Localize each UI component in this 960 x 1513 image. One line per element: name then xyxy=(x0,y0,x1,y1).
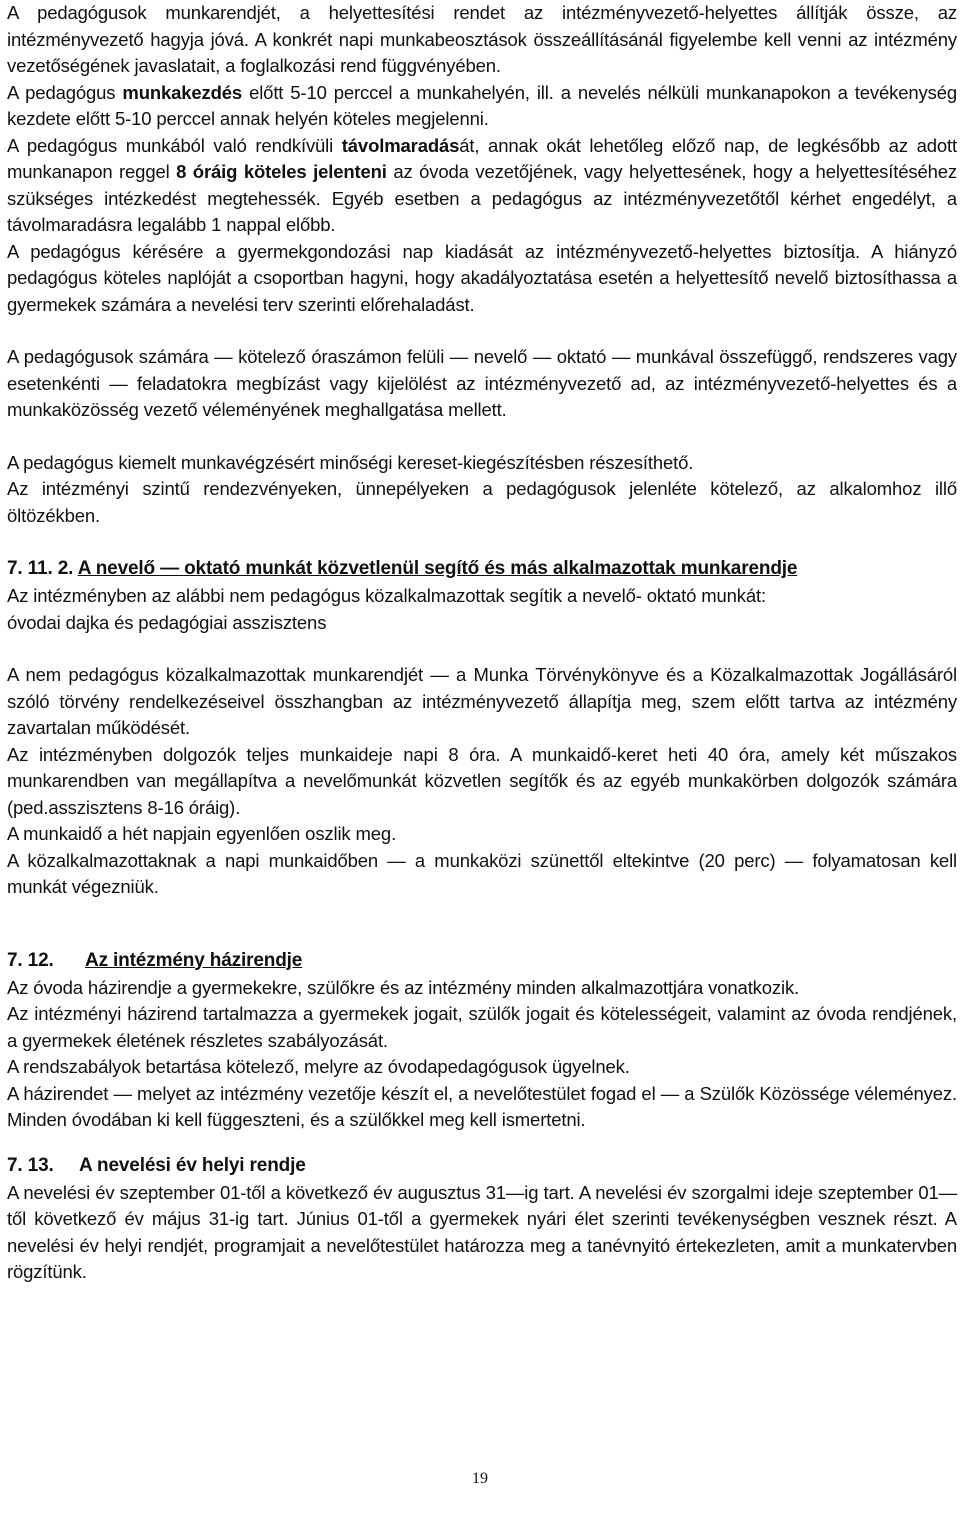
paragraph-staff-schedule: A nem pedagógus közalkalmazottak munkarendjét — a Munka Törvénykönyve és a Közalkalmazottak Jogállásáról szóló törvény rendelkezéseivel összhangban az intézményvezető állapítja meg, szem előtt tartva az intézmény zavartalan működését. xyxy=(7,664,957,738)
section-number: 7. 11. 2. xyxy=(7,558,74,579)
paragraph-events: Az intézményi szintű rendezvényeken, ünnepélyeken a pedagógusok jelenléte kötelező, az alkalomhoz illő öltözékben. xyxy=(7,478,957,526)
paragraph-house-rules-approval: A házirendet — melyet az intézmény vezetője készít el, a nevelőtestület fogad el — a Szülők Közössége véleményez. Minden óvodában ki kell függeszteni, és a szülőkkel meg kell ismertetni. xyxy=(7,1082,957,1130)
spacer xyxy=(7,1134,957,1152)
paragraph-childcare: A pedagógus kérésére a gyermekgondozási nap kiadását az intézményvezető-helyettes biztosítja. A hiányzó pedagógus köteles naplóját a csoportban hagyni, hogy akadályoztatása esetén a helyettesítő nevelő biztosíthassa a gyermekek számára a nevelési terv szerinti előrehaladást. xyxy=(7,240,957,315)
paragraph-staff-roles: óvodai dajka és pedagógiai asszisztens xyxy=(7,611,327,633)
bold-term: távolmaradás xyxy=(341,134,460,156)
text-run: A pedagógus xyxy=(7,81,123,103)
document-page xyxy=(7,0,957,1286)
paragraph-extra-tasks: A pedagógusok számára — kötelező óraszámon felüli — nevelő — oktató — munkával összefüggő, rendszeres vagy esetenkénti — feladatokra megbízást vagy kijelölést az intézményvezető ad, az intézményvezető-helyettes és a munkaközösség vezető véleményének meghallgatása mellett. xyxy=(7,346,957,420)
section-heading-7-12 xyxy=(7,947,957,975)
section-title: A nevelő — oktató munkát közvetlenül segítő és más alkalmazottak munkarendje xyxy=(77,558,798,579)
paragraph-house-rules-scope: Az óvoda házirendje a gyermekekre, szülőkre és az intézmény minden alkalmazottjára vonatkozik. xyxy=(7,976,800,998)
section-heading-7-13 xyxy=(7,1152,957,1180)
paragraph-staff-intro: Az intézményben az alábbi nem pedagógus közalkalmazottak segítik a nevelő- oktató munkát: xyxy=(7,585,766,606)
section-number: 7. 13. xyxy=(7,1154,54,1176)
section-heading-7-11-2 xyxy=(7,555,957,583)
paragraph-school-year: A nevelési év szeptember 01-től a következő év augusztus 31—ig tart. A nevelési év szorgalmi ideje szeptember 01—től következő év május 31-ig tart. Június 01-től a gyermekek nyári élet szerinti tevékenységben vesznek részt. A nevelési év helyi rendjét, programjait a nevelőtestület határozza meg a tanévnyitó értekezleten, amit a munkatervben rögzítünk. xyxy=(7,1181,957,1282)
text-run: át, annak okát lehetőleg előző nap, de legkésőbb az adott munkanapon reggel xyxy=(7,134,957,182)
spacer xyxy=(7,424,957,450)
paragraph-work-start xyxy=(7,80,957,133)
bold-term: munkakezdés xyxy=(122,81,243,103)
paragraph-bonus: A pedagógus kiemelt munkavégzésért minőségi kereset-kiegészítésben részesíthető. xyxy=(7,451,694,473)
section-title: A nevelési év helyi rendje xyxy=(79,1154,306,1176)
text-run: A pedagógus munkából való rendkívüli xyxy=(7,134,342,156)
paragraph-absence xyxy=(7,133,957,239)
paragraph-house-rules-compliance: A rendszabályok betartása kötelező, melyre az óvodapedagógusok ügyelnek. xyxy=(7,1056,630,1077)
bold-term: 8 óráig köteles jelenteni xyxy=(176,161,387,182)
section-title: Az intézmény házirendje xyxy=(85,949,303,971)
spacer xyxy=(7,529,957,555)
paragraph-continuous-work: A közalkalmazottaknak a napi munkaidőben — a munkaközi szünettől eltekintve (20 perc) — folyamatosan kell munkát végezniük. xyxy=(7,849,957,897)
text-run: az óvoda vezetőjének, vagy helyettesének, hogy a helyettesítéséhez szükséges intézkedést megtehessék. Egyéb esetben a pedagógus az intézményvezetőtől kérhet engedélyt, a távolmaradásra legalább 1 nappal előbb. xyxy=(7,161,957,235)
page-number: 19 xyxy=(472,1470,488,1487)
section-number: 7. 12. xyxy=(7,949,54,971)
spacer xyxy=(7,636,957,662)
text-run: előtt 5-10 perccel a munkahelyén, ill. a nevelés nélküli munkanapokon a tevékenység kezdete előtt 5-10 perccel annak helyén köteles megjelenni. xyxy=(7,81,958,129)
paragraph-working-hours: Az intézményben dolgozók teljes munkaideje napi 8 óra. A munkaidő-keret heti 40 óra, amely két műszakos munkarendben van megállapítva a nevelőmunkát közvetlen segítők és az egyéb munkakörben dolgozók számára (ped.asszisztens 8-16 óráig). xyxy=(7,743,957,818)
spacer xyxy=(7,901,957,947)
spacer xyxy=(7,318,957,344)
paragraph-work-schedule: A pedagógusok munkarendjét, a helyettesítési rendet az intézményvezető-helyettes állítják össze, az intézményvezető hagyja jóvá. A konkrét napi munkabeosztások összeállításánál figyelembe kell venni az intézmény vezetőségének javaslatait, a foglalkozási rend függvényében. xyxy=(7,2,957,76)
paragraph-house-rules-content: Az intézményi házirend tartalmazza a gyermekek jogait, szülők jogait és kötelességeit, valamint az óvoda rendjének, a gyermekek életének részletes szabályozását. xyxy=(7,1003,957,1051)
paragraph-weekdays: A munkaidő a hét napjain egyenlően oszlik meg. xyxy=(7,823,397,844)
